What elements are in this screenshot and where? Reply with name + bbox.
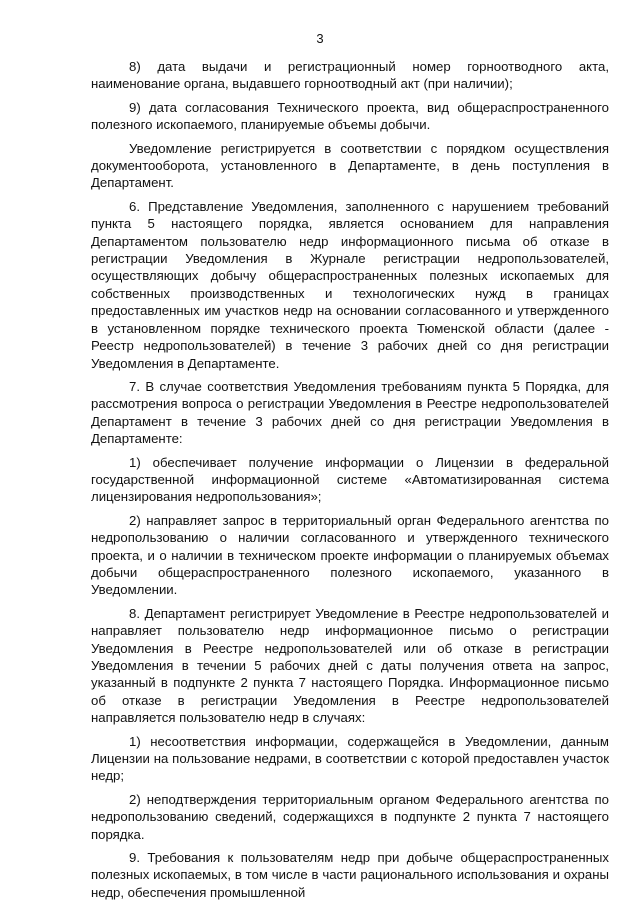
- page-number: 3: [316, 31, 324, 46]
- paragraph-registration: Уведомление регистрируется в соответствии с порядком осуществления документооборота, установленного в Департаменте, в день поступления в Департамент.: [91, 140, 609, 191]
- paragraph-section-7-item-1: 1) обеспечивает получение информации о Лицензии в федеральной государственной информационной системе «Автоматизированная система лицензирования недропользования»;: [91, 454, 609, 505]
- paragraph-item-8: 8) дата выдачи и регистрационный номер горноотводного акта, наименование органа, выдавшего горноотводный акт (при наличии);: [91, 59, 609, 92]
- paragraph-item-9: 9) дата согласования Технического проекта, вид общераспространенного полезного ископаемого, планируемые объемы добычи.: [91, 99, 609, 133]
- paragraph-section-8: 8. Департамент регистрирует Уведомление в Реестре недропользователей и направляет пользователю недр информационное письмо о регистрации Уведомления в Реестре недропользователей или об отказе в регистрации Уведомления в течении 5 рабочих дней с даты получения ответа на запрос, указанный в подпункте 2 пункта 7 настоящего Порядка. Информационное письмо об отказе в регистрации Уведомления в Реестре недропользователей направляется пользователю недр в случаях:: [91, 605, 609, 726]
- paragraph-section-6: 6. Представление Уведомления, заполненного с нарушением требований пункта 5 настоящего порядка, является основанием для направления Департаментом пользователю недр информационного письма об отказе в регистрации Уведомления в Журнале регистрации недропользователей, осуществляющих добычу общераспространенных полезных ископаемых для собственных производственных и технологических нужд в границах предоставленных им участков недр на основании согласованного и утвержденного в установленном порядке технического проекта Тюменской области (далее - Реестр недропользователей) в течение 3 рабочих дней со дня регистрации Уведомления в Департаменте.: [91, 198, 609, 371]
- document-body: [91, 58, 609, 907]
- paragraph-section-8-item-1: 1) несоответствия информации, содержащейся в Уведомлении, данным Лицензии на пользование недрами, в соответствии с которой предоставлен участок недр;: [91, 733, 609, 784]
- paragraph-section-8-item-2: 2) неподтверждения территориальным органом Федерального агентства по недропользованию сведений, содержащихся в подпункте 2 пункта 7 настоящего порядка.: [91, 791, 609, 842]
- paragraph-section-7: 7. В случае соответствия Уведомления требованиям пункта 5 Порядка, для рассмотрения вопроса о регистрации Уведомления в Реестре недропользователей Департамент в течение 3 рабочих дней со дня регистрации Уведомления в Департаменте:: [91, 378, 609, 447]
- paragraph-section-7-item-2: 2) направляет запрос в территориальный орган Федерального агентства по недропользованию о наличии согласованного и утвержденного технического проекта, и о наличии в техническом проекте информации о планируемых объемах добычи общераспространенного полезного ископаемого, указанного в Уведомлении.: [91, 512, 609, 598]
- paragraph-section-9: 9. Требования к пользователям недр при добыче общераспространенных полезных ископаемых, в том числе в части рационального использования и охраны недр, обеспечения промышленной: [91, 850, 609, 900]
